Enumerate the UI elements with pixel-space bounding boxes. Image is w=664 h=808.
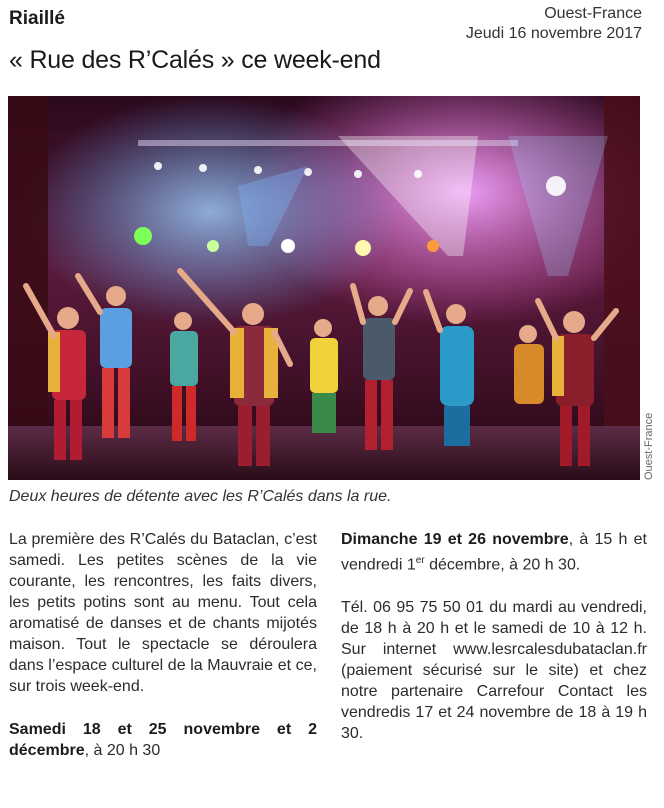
article-headline: « Rue des R’Calés » ce week-end bbox=[9, 46, 381, 74]
sunday-time-a: , à 15 h et vendredi 1 bbox=[341, 531, 647, 574]
stage-photo-illustration bbox=[8, 96, 640, 480]
photo-caption: Deux heures de détente avec les R’Calés dans la rue. bbox=[9, 488, 392, 505]
photo-credit: Ouest-France bbox=[643, 412, 655, 480]
publication-name: Ouest-France bbox=[544, 5, 642, 22]
publication-date: Jeudi 16 novembre 2017 bbox=[465, 25, 642, 42]
saturday-dates: Samedi 18 et 25 novembre et 2 décembre bbox=[9, 721, 317, 759]
saturday-time: , à 20 h 30 bbox=[84, 742, 161, 759]
stage-photo bbox=[8, 96, 640, 480]
article-column-left bbox=[9, 529, 317, 761]
contact-info: Tél. 06 95 75 50 01 du mardi au vendredi, de 18 h à 20 h et le samedi de 10 à 12 h. Sur internet www.lesrcalesdubataclan.fr (paiement sécurisé sur le site) et chez notre partenaire Carrefour Contact les vendredis 17 et 24 novembre de 18 à 19 h 30. bbox=[341, 599, 647, 743]
sunday-time-b: décembre, à 20 h 30. bbox=[424, 556, 581, 574]
sunday-dates: Dimanche 19 et 26 novembre bbox=[341, 531, 569, 548]
publication-info bbox=[466, 4, 642, 44]
saturday-schedule bbox=[9, 719, 317, 761]
sunday-time-sup: er bbox=[415, 555, 425, 566]
sunday-schedule bbox=[341, 529, 647, 575]
town-heading: Riaillé bbox=[9, 8, 65, 29]
article-intro: La première des R’Calés du Bataclan, c’est samedi. Les petites scènes de la vie courante, les rencontres, les faits divers, les petits potins sont au menu. Tout cela aromatisé de danses et de chants mijotés maison. Tout le spectacle se déroulera dans l’espace culturel de la Mauvraie et ce, sur trois week-end. bbox=[9, 531, 317, 695]
article-column-right bbox=[341, 529, 647, 744]
